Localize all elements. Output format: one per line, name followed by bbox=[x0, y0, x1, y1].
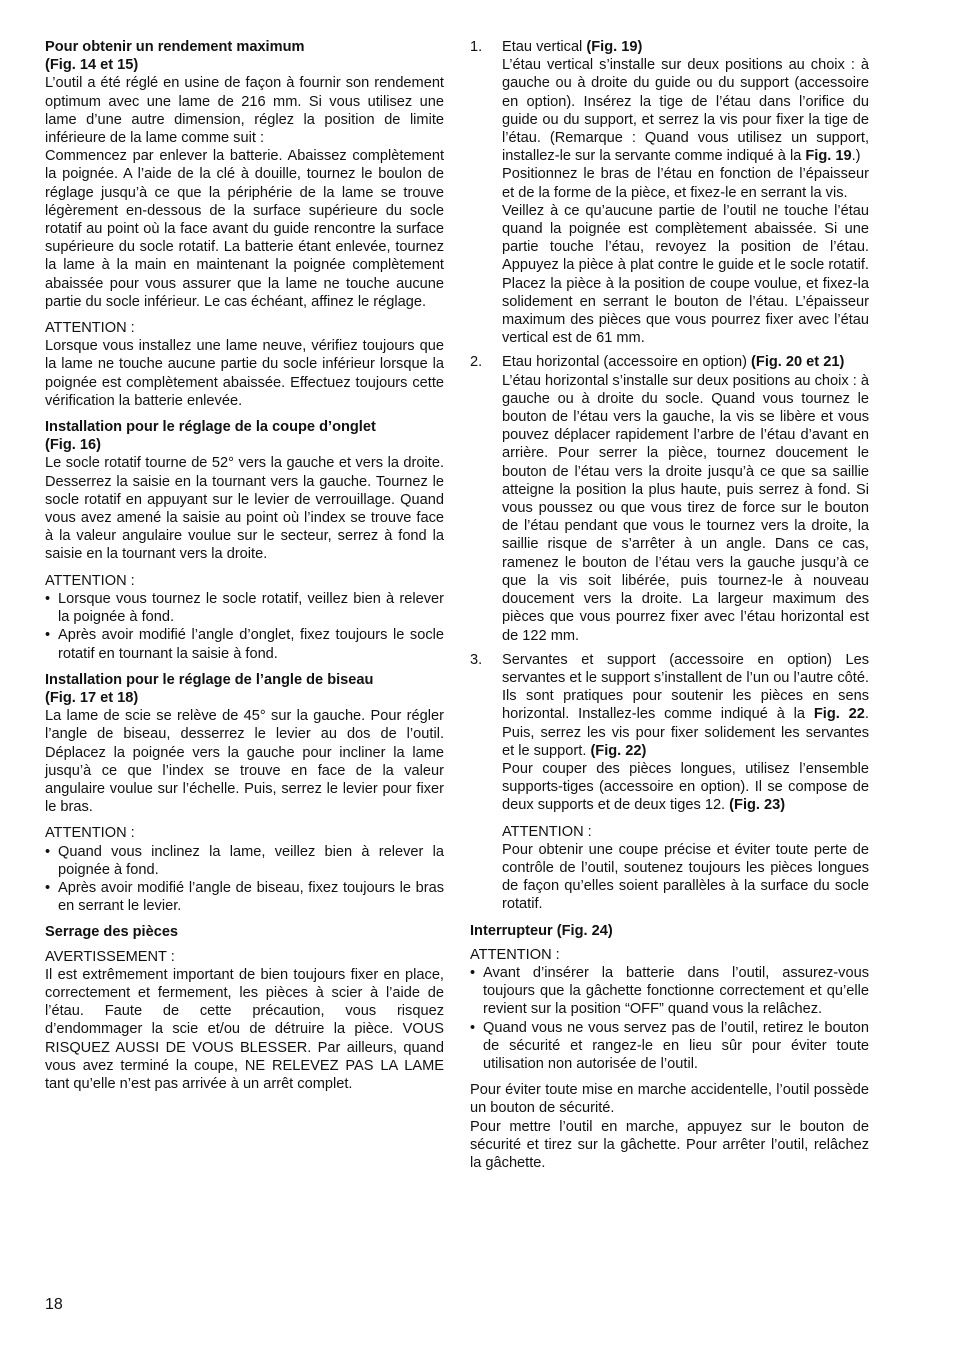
left-column bbox=[45, 38, 444, 1093]
numbered-item-2: 2. Etau horizontal (accessoire en option) (Fig. 20 et 21) L’étau horizontal s’installe sur deux positions au choix : à gauche ou à droite du socle. Quand vous tournez le bouton de l’étau vers la gauche, la vis se libère et vous pouvez déplacer rapidement l’arbre de l’étau d’avant en arrière. Pour serrer la pièce, tournez doucement le bouton de l’étau vers la droite jusqu’à ce que sa saillie atteigne la position la plus haute, puis serrez à fond. Si vous poussez ou que vous tirez de force sur le bouton de l’étau pendant que vous le tournez vers la droite, la saillie risque de s’arrêter à un angle. Dans ce cas, ramenez le bouton de l’étau vers la gauche jusqu’à ce que la vis soit libérée, puis tournez-le à nouveau doucement vers la droite. La largeur maximum des pièces que vous pourrez fixer avec l’étau horizontal est de 122 mm. bbox=[470, 354, 869, 644]
list-item: • Avant d’insérer la batterie dans l’outil, assurez-vous toujours que la gâchette fonctionne correctement et qu’elle revient sur la position “OFF” quand vous la relâchez. bbox=[470, 964, 869, 1019]
section-title-onglet: Installation pour le réglage de la coupe d’onglet (Fig. 16) bbox=[45, 419, 376, 454]
page-number: 18 bbox=[45, 1296, 63, 1313]
bullet-list bbox=[45, 590, 444, 663]
paragraph: L’outil a été réglé en usine de façon à fournir son rendement optimum avec une lame de 216 mm. Si vous utilisez une lame d’une autre dimension, réglez la position de limite inférieure de la lame comme suit : bbox=[45, 75, 444, 147]
numbered-item-1: 1. Etau vertical (Fig. 19) L’étau vertical s’installe sur deux positions au choix : à gauche ou à droite du guide ou du support (accessoire en option). Insérez la tige de l’étau dans l’orifice du guide ou du support, et serrez la vis pour fixer la tige de l’étau. (Remarque : Quand vous utilisez un support, installez-le sur la servante comme indiqué à la Fig. 19.) Positionnez le bras de l’étau en fonction de l’épaisseur et de la forme de la pièce, et fixez-le en serrant la vis. Veillez à ce qu’aucune partie de l’outil ne touche l’étau quand la poignée est complètement abaissée. Si une partie touche l’étau, revoyez la position de l’étau. Appuyez la pièce à plat contre le guide et le socle rotatif. Placez la pièce à la position de coupe voulue, et fixez-la solidement en serrant le bouton de l’étau. L’épaisseur maximum des pièces que vous pourrez fixer avec l’étau vertical est de 61 mm. bbox=[470, 39, 869, 347]
paragraph: La lame de scie se relève de 45° sur la gauche. Pour régler l’angle de biseau, desserrez le levier au dos de l’outil. Déplacez la poignée vers la gauche pour incliner la lame jusqu’à ce que l’index se trouve en face de la valeur angulaire voulue sur l’échelle. Puis, serrez le levier pour fixer le bras. bbox=[45, 708, 444, 816]
item-number: 3. bbox=[470, 651, 483, 668]
bullet-list bbox=[470, 964, 869, 1073]
paragraph: Le socle rotatif tourne de 52° vers la gauche et vers la droite. Desserrez la saisie en la tournant vers la gauche. Tournez le socle rotatif en appuyant sur le levier de verrouillage. Quand vous avez amené la saisie au point où l’index se trouve face à la valeur angulaire voulue sur le secteur, serrez à fond la saisie en la tournant vers la droite. bbox=[45, 455, 444, 563]
list-item: • Après avoir modifié l’angle de biseau, fixez toujours le bras en serrant le levier. bbox=[45, 879, 444, 915]
paragraph: Commencez par enlever la batterie. Abaissez complètement la poignée. A l’aide de la clé à douille, tournez le boulon de réglage jusqu’à ce que la périphérie de la lame se trouve légèrement en-dessous de la surface supérieure du socle rotatif au point où la face avant du guide rencontre la surface supérieure du socle rotatif. La batterie étant enlevée, tournez la lame à la main en maintenant la poignée complètement abaissée pour vous assurer que la lame ne touche aucune partie du socle inférieur. Le cas échéant, affinez le réglage. bbox=[45, 148, 444, 310]
section-title-serrage: Serrage des pièces bbox=[45, 924, 179, 941]
bullet-list bbox=[45, 843, 444, 916]
attention-label: ATTENTION : bbox=[470, 946, 560, 963]
list-item: • Lorsque vous tournez le socle rotatif, veillez bien à relever la poignée à fond. bbox=[45, 590, 444, 626]
item-number: 2. bbox=[470, 354, 483, 371]
right-column bbox=[470, 38, 869, 1172]
paragraph: Lorsque vous installez une lame neuve, vérifiez toujours que la lame ne touche aucune partie du socle inférieur lorsque la poignée est complètement abaissée. Effectuez toujours cette vérification la batterie enlevée. bbox=[45, 338, 444, 409]
paragraph: Pour mettre l’outil en marche, appuyez sur le bouton de sécurité et tirez sur la gâchette. Pour arrêter l’outil, relâchez la gâchette. bbox=[470, 1118, 869, 1171]
paragraph: Veillez à ce qu’aucune partie de l’outil ne touche l’étau quand la poignée est complètement abaissée. Si une partie touche l’étau, revoyez la position de l’étau. Appuyez la pièce à plat contre le guide et le socle rotatif. Placez la pièce à la position de coupe voulue, et fixez-la solidement en serrant le bouton de l’étau. L’épaisseur maximum des pièces que vous pourrez fixer avec l’étau vertical est de 61 mm. bbox=[502, 202, 869, 347]
numbered-item-3: 3. Servantes et support (accessoire en option) Les servantes et le support s’installent de l’un ou l’autre côté. Ils sont pratiques pour soutenir les pièces en sens horizontal. Installez-les comme indiqué à la Fig. 22. Puis, serrez les vis pour fixer solidement les servantes et le support. (Fig. 22) Pour couper des pièces longues, utilisez l’ensemble supports-tiges (accessoire en option). Il se compose de deux supports et de deux tiges 12. (Fig. 23) ATTENTION : Pour obtenir une coupe précise et éviter toute perte de contrôle de l’outil, soutenez toujours les pièces longues de façon qu’elles soient parallèles à la surface du socle rotatif. bbox=[470, 651, 869, 913]
section-title-biseau: Installation pour le réglage de l’angle de biseau (Fig. 17 et 18) bbox=[45, 671, 374, 706]
list-item: • Après avoir modifié l’angle d’onglet, fixez toujours le socle rotatif en tournant la saisie à fond. bbox=[45, 626, 444, 662]
paragraph: L’étau horizontal s’installe sur deux positions au choix : à gauche ou à droite du socle. Quand vous tournez le bouton de l’étau vers la gauche, la vis se libère et vous pouvez déplacer rapidement l’arbre de l’étau d’avant en arrière. Pour serrer la pièce, tournez doucement le bouton de l’étau vers la droite jusqu’à ce que sa saillie atteigne la position la plus haute, puis serrez à fond. Si vous poussez ou que vous tirez de force sur le bouton de l’étau pendant que vous le tournez vers la droite, la saillie risque de s’arrêter à un angle. Dans ce cas, ramenez le bouton de l’étau vers la gauche jusqu’à ce que la vis soit libérée, puis tournez-le à nouveau doucement vers la droite. La largeur maximum des pièces que vous pourrez fixer avec l’étau horizontal est de 122 mm. bbox=[502, 372, 869, 644]
section-title-interrupteur: Interrupteur (Fig. 24) bbox=[470, 922, 613, 939]
paragraph: Il est extrêmement important de bien toujours fixer en place, correctement et fermement, les pièces à scier à l’aide de l’étau. Faute de cette précaution, vous risquez d’endommager la scie et/ou de détruire la pièce. VOUS RISQUEZ AUSSI DE VOUS BLESSER. Par ailleurs, quand vous avez terminé la coupe, NE RELEVEZ PAS LA LAME tant qu’elle n’est pas arrivée à un arrêt complet. bbox=[45, 966, 444, 1092]
list-item: • Quand vous inclinez la lame, veillez bien à relever la poignée à fond. bbox=[45, 843, 444, 879]
list-item: • Quand vous ne vous servez pas de l’outil, retirez le bouton de sécurité et rangez-le en lieu sûr pour éviter toute utilisation non autorisée de l’outil. bbox=[470, 1019, 869, 1074]
paragraph: Positionnez le bras de l’étau en fonction de l’épaisseur et de la forme de la pièce, et fixez-le en serrant la vis. bbox=[502, 166, 869, 201]
section-title-rendement: Pour obtenir un rendement maximum (Fig. 14 et 15) bbox=[45, 39, 305, 74]
attention-label: ATTENTION : bbox=[502, 823, 592, 840]
attention-label: ATTENTION : bbox=[45, 825, 135, 842]
item-number: 1. bbox=[470, 39, 483, 55]
paragraph: Pour éviter toute mise en marche accidentelle, l’outil possède un bouton de sécurité. bbox=[470, 1082, 869, 1117]
paragraph: Pour obtenir une coupe précise et éviter toute perte de contrôle de l’outil, soutenez toujours les pièces longues de façon qu’elles soient parallèles à la surface du socle rotatif. bbox=[502, 841, 869, 913]
warning-label: AVERTISSEMENT : bbox=[45, 948, 175, 965]
attention-label: ATTENTION : bbox=[45, 572, 135, 589]
attention-label: ATTENTION : bbox=[45, 320, 135, 337]
